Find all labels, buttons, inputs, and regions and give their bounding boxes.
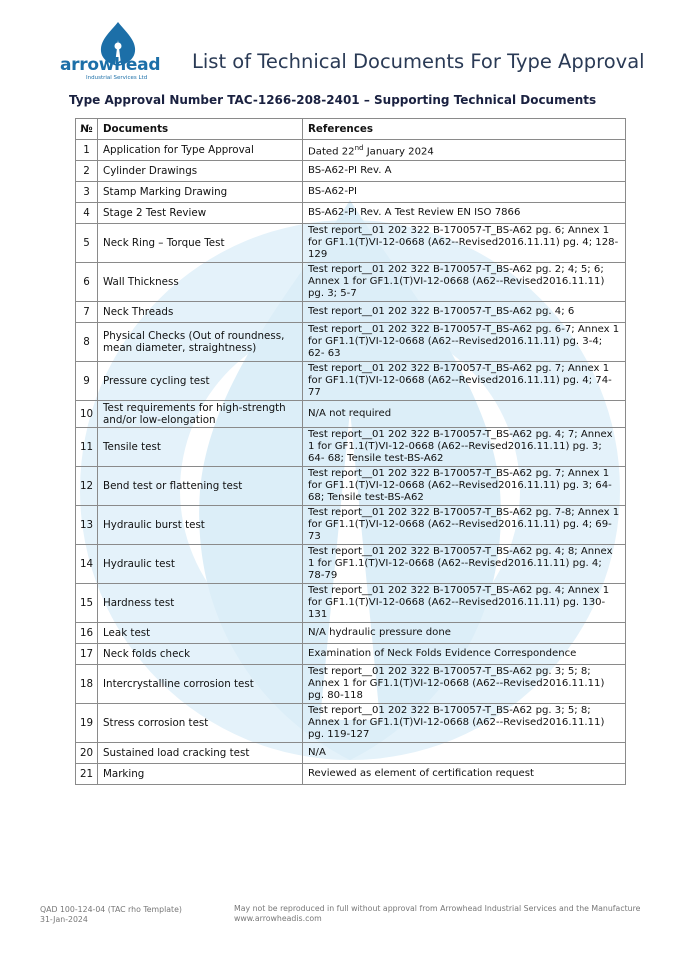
row-reference: Examination of Neck Folds Evidence Correspondence [303, 644, 626, 665]
row-number: 2 [76, 161, 98, 182]
row-reference: Test report__01 202 322 B-170057-T_BS-A62 pg. 4; Annex 1 for GF1.1(T)VI-12-0668 (A62--Revised2016.11.11) pg. 130-131 [303, 584, 626, 623]
row-document: Stage 2 Test Review [98, 203, 303, 224]
row-reference: Test report__01 202 322 B-170057-T_BS-A62 pg. 6-7; Annex 1 for GF1.1(T)VI-12-0668 (A62--Revised2016.11.11) pg. 3-4; 62- 63 [303, 323, 626, 362]
table-row [76, 323, 626, 362]
row-document: Stress corrosion test [98, 704, 303, 743]
row-number: 17 [76, 644, 98, 665]
row-reference: Test report__01 202 322 B-170057-T_BS-A62 pg. 3; 5; 8; Annex 1 for GF1.1(T)VI-12-0668 (A62--Revised2016.11.11) pg. 80-118 [303, 665, 626, 704]
table-row [76, 140, 626, 161]
row-document: Sustained load cracking test [98, 743, 303, 764]
row-reference: Test report__01 202 322 B-170057-T_BS-A62 pg. 7; Annex 1 for GF1.1(T)VI-12-0668 (A62--Revised2016.11.11) pg. 3; 64-68; Tensile test-BS-A62 [303, 467, 626, 506]
row-reference: N/A [303, 743, 626, 764]
table-row [76, 302, 626, 323]
table-row [76, 545, 626, 584]
technical-documents-table [75, 118, 626, 785]
table-row [76, 263, 626, 302]
column-header-number: № [76, 119, 98, 140]
row-reference: N/A hydraulic pressure done [303, 623, 626, 644]
row-reference [303, 140, 626, 161]
row-number: 4 [76, 203, 98, 224]
row-number: 21 [76, 764, 98, 785]
ordinal-suffix: nd [354, 143, 364, 152]
row-number: 19 [76, 704, 98, 743]
row-document: Hardness test [98, 584, 303, 623]
footer-website-link[interactable]: www.arrowheadis.com [234, 914, 322, 923]
row-document: Neck folds check [98, 644, 303, 665]
footer-template-code: QAD 100-124-04 (TAC rho Template) [40, 905, 182, 914]
row-number: 7 [76, 302, 98, 323]
table-row [76, 467, 626, 506]
row-document: Stamp Marking Drawing [98, 182, 303, 203]
row-number: 5 [76, 224, 98, 263]
row-number: 16 [76, 623, 98, 644]
row-document: Hydraulic burst test [98, 506, 303, 545]
column-header-documents: Documents [98, 119, 303, 140]
row-number: 14 [76, 545, 98, 584]
row-number: 8 [76, 323, 98, 362]
row-reference: BS-A62-PI Rev. A [303, 161, 626, 182]
row-document: Neck Threads [98, 302, 303, 323]
row-reference: Test report__01 202 322 B-170057-T_BS-A62 pg. 7; Annex 1 for GF1.1(T)VI-12-0668 (A62--Revised2016.11.11) pg. 4; 74- 77 [303, 362, 626, 401]
table-row [76, 665, 626, 704]
table-row [76, 203, 626, 224]
table-row [76, 764, 626, 785]
row-reference: Reviewed as element of certification request [303, 764, 626, 785]
footer-copyright: May not be reproduced in full without approval from Arrowhead Industrial Services and the Manufacture [234, 904, 641, 913]
table-row [76, 704, 626, 743]
row-number: 11 [76, 428, 98, 467]
table-row [76, 743, 626, 764]
document-title: List of Technical Documents For Type Approval [192, 50, 645, 73]
row-reference: BS-A62-PI Rev. A Test Review EN ISO 7866 [303, 203, 626, 224]
row-number: 18 [76, 665, 98, 704]
row-reference: Test report__01 202 322 B-170057-T_BS-A62 pg. 6; Annex 1 for GF1.1(T)VI-12-0668 (A62--Revised2016.11.11) pg. 4; 128-129 [303, 224, 626, 263]
row-reference: Test report__01 202 322 B-170057-T_BS-A62 pg. 4; 6 [303, 302, 626, 323]
row-number: 3 [76, 182, 98, 203]
row-reference: Test report__01 202 322 B-170057-T_BS-A62 pg. 2; 4; 5; 6; Annex 1 for GF1.1(T)VI-12-0668 (A62--Revised2016.11.11) pg. 3; 5-7 [303, 263, 626, 302]
table-row [76, 401, 626, 428]
table-row [76, 623, 626, 644]
row-document: Bend test or flattening test [98, 467, 303, 506]
row-reference: BS-A62-PI [303, 182, 626, 203]
footer-template-info [40, 905, 182, 925]
row-reference: N/A not required [303, 401, 626, 428]
row-document: Application for Type Approval [98, 140, 303, 161]
footer-date: 31-Jan-2024 [40, 915, 88, 924]
row-number: 1 [76, 140, 98, 161]
row-reference: Test report__01 202 322 B-170057-T_BS-A62 pg. 4; 7; Annex 1 for GF1.1(T)VI-12-0668 (A62--Revised2016.11.11) pg. 3; 64- 68; Tensile test-BS-A62 [303, 428, 626, 467]
row-number: 20 [76, 743, 98, 764]
table-header-row [76, 119, 626, 140]
footer-notice [234, 904, 640, 924]
row-document: Marking [98, 764, 303, 785]
row-number: 9 [76, 362, 98, 401]
row-document: Hydraulic test [98, 545, 303, 584]
row-number: 6 [76, 263, 98, 302]
reference-text-end: January 2024 [363, 146, 434, 158]
table-row [76, 584, 626, 623]
row-document: Tensile test [98, 428, 303, 467]
row-reference: Test report__01 202 322 B-170057-T_BS-A62 pg. 7-8; Annex 1 for GF1.1(T)VI-12-0668 (A62--Revised2016.11.11) pg. 4; 69- 73 [303, 506, 626, 545]
logo-wordmark: arrowhead [60, 55, 161, 75]
row-document: Pressure cycling test [98, 362, 303, 401]
row-document: Test requirements for high-strength and/or low-elongation [98, 401, 303, 428]
table-row [76, 161, 626, 182]
row-reference: Test report__01 202 322 B-170057-T_BS-A62 pg. 4; 8; Annex 1 for GF1.1(T)VI-12-0668 (A62--Revised2016.11.11) pg. 4; 78-79 [303, 545, 626, 584]
row-reference: Test report__01 202 322 B-170057-T_BS-A62 pg. 3; 5; 8; Annex 1 for GF1.1(T)VI-12-0668 (A62--Revised2016.11.11) pg. 119-127 [303, 704, 626, 743]
row-number: 12 [76, 467, 98, 506]
table-row [76, 428, 626, 467]
row-document: Wall Thickness [98, 263, 303, 302]
table-row [76, 224, 626, 263]
table-row [76, 362, 626, 401]
table-row [76, 182, 626, 203]
column-header-references: References [303, 119, 626, 140]
document-subtitle: Type Approval Number TAC-1266-208-2401 – Supporting Technical Documents [69, 93, 597, 107]
row-number: 13 [76, 506, 98, 545]
row-document: Neck Ring – Torque Test [98, 224, 303, 263]
row-document: Cylinder Drawings [98, 161, 303, 182]
row-document: Intercrystalline corrosion test [98, 665, 303, 704]
row-number: 15 [76, 584, 98, 623]
row-document: Leak test [98, 623, 303, 644]
reference-text: Dated 22 [308, 146, 355, 158]
table-row [76, 506, 626, 545]
row-number: 10 [76, 401, 98, 428]
logo-subtitle: Industrial Services Ltd [86, 75, 148, 81]
row-document: Physical Checks (Out of roundness, mean diameter, straightness) [98, 323, 303, 362]
table-row [76, 644, 626, 665]
